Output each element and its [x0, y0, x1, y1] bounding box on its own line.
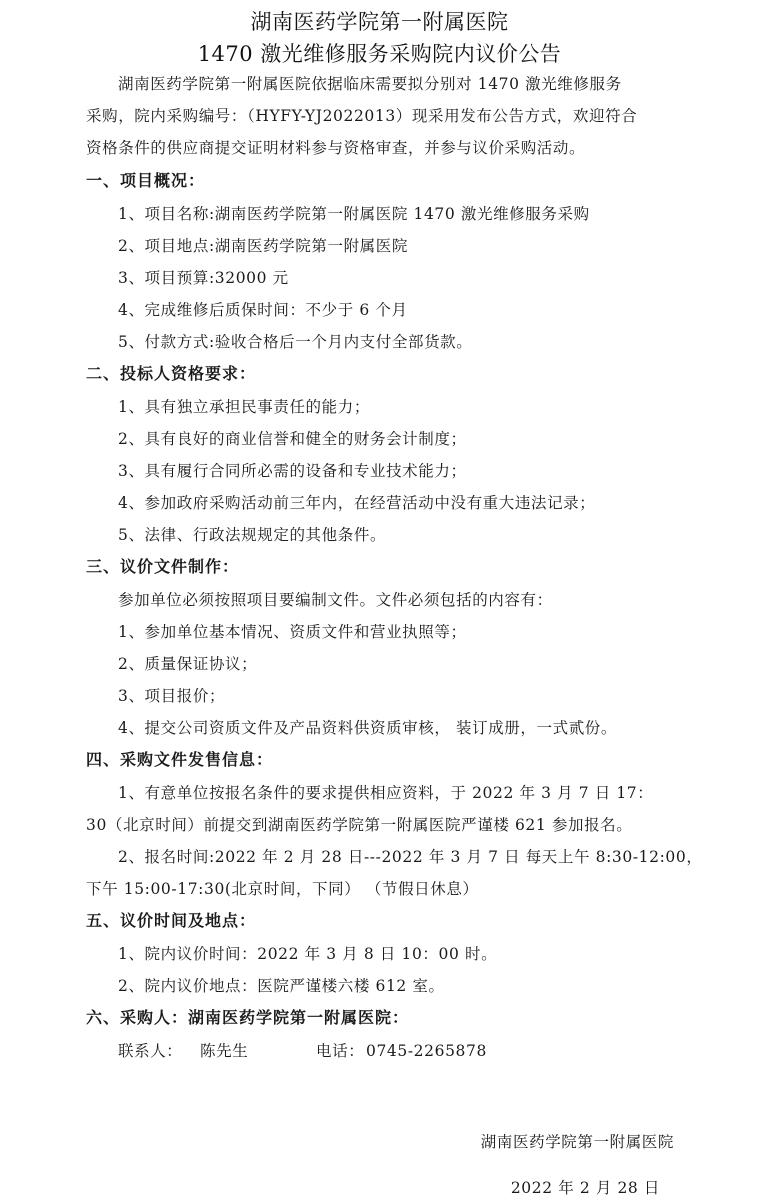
section-3-heading: 三、议价文件制作： [86, 557, 240, 576]
phone-label: 电话： [316, 1042, 365, 1060]
section-3-item-3: 3、项目报价； [118, 687, 226, 705]
section-4-item-2-line-2: 下午 15:00-17:30(北京时间，下同） （节假日休息） [86, 880, 479, 898]
section-5-heading: 五、议价时间及地点： [86, 911, 257, 930]
intro-line-2: 采购，院内采购编号：（HYFY-YJ2022013）现采用发布公告方式，欢迎符合 [86, 107, 638, 125]
section-5-item-2: 2、院内议价地点：医院严谨楼六楼 612 室。 [118, 977, 445, 995]
contact-name: 陈先生 [200, 1042, 249, 1060]
section-2-item-4: 4、参加政府采购活动前三年内，在经营活动中没有重大违法记录； [118, 494, 596, 512]
section-1-item-4: 4、完成维修后质保时间：不少于 6 个月 [118, 301, 408, 319]
section-6-heading: 六、采购人：湖南医药学院第一附属医院： [86, 1008, 410, 1027]
signature-date: 2022 年 2 月 28 日 [510, 1179, 660, 1197]
section-2-item-1: 1、具有独立承担民事责任的能力； [118, 398, 370, 416]
section-3-item-2: 2、质量保证协议； [118, 655, 258, 673]
title-line-1: 湖南医药学院第一附属医院 [250, 10, 509, 34]
section-3-item-1: 1、参加单位基本情况、资质文件和营业执照等； [118, 623, 467, 641]
title-line-2: 1470 激光维修服务采购院内议价公告 [197, 42, 562, 66]
section-2-item-5: 5、法律、行政法规规定的其他条件。 [118, 526, 387, 544]
section-1-item-3: 3、项目预算:32000 元 [118, 269, 289, 287]
section-4-item-2-line-1: 2、报名时间:2022 年 2 月 28 日---2022 年 3 月 7 日 每天上午 8:30-12:00， [118, 848, 703, 866]
section-1-item-5: 5、付款方式:验收合格后一个月内支付全部货款。 [118, 333, 473, 351]
section-2-heading: 二、投标人资格要求： [86, 364, 257, 383]
contact-label: 联系人： [118, 1042, 183, 1060]
section-4-heading: 四、采购文件发售信息： [86, 750, 274, 769]
section-1-item-2: 2、项目地点:湖南医药学院第一附属医院 [118, 237, 408, 255]
section-4-item-1-line-1: 1、有意单位按报名条件的要求提供相应资料，于 2022 年 3 月 7 日 17： [118, 784, 654, 802]
intro-line-1: 湖南医药学院第一附属医院依据临床需要拟分别对 1470 激光维修服务 [118, 75, 622, 93]
section-5-item-1: 1、院内议价时间：2022 年 3 月 8 日 10：00 时。 [118, 945, 498, 963]
phone-number: 0745-2265878 [366, 1042, 487, 1060]
section-2-item-3: 3、具有履行合同所必需的设备和专业技术能力； [118, 462, 467, 480]
section-1-heading: 一、项目概况： [86, 171, 206, 190]
section-3-item-4: 4、提交公司资质文件及产品资料供资质审核， 装订成册，一式贰份。 [118, 719, 617, 737]
section-3-intro: 参加单位必须按照项目要编制文件。文件必须包括的内容有： [118, 591, 553, 609]
section-4-item-1-line-2: 30（北京时间）前提交到湖南医药学院第一附属医院严谨楼 621 参加报名。 [86, 816, 633, 834]
section-1-item-1: 1、项目名称:湖南医药学院第一附属医院 1470 激光维修服务采购 [118, 205, 590, 223]
section-2-item-2: 2、具有良好的商业信誉和健全的财务会计制度； [118, 430, 467, 448]
intro-line-3: 资格条件的供应商提交证明材料参与资格审查，并参与议价采购活动。 [86, 139, 586, 157]
signature-org: 湖南医药学院第一附属医院 [480, 1133, 674, 1151]
